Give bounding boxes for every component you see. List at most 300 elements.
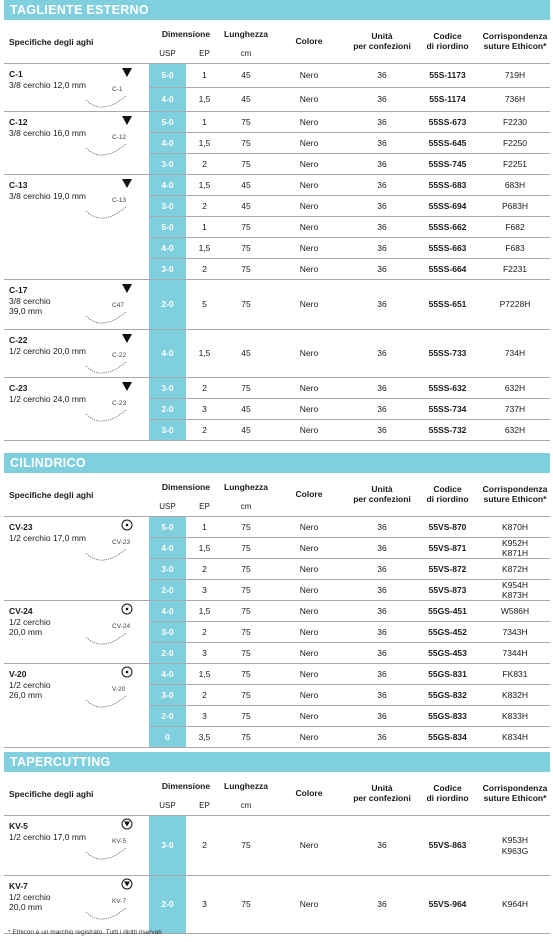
cell-code: 55GS-832 (428, 689, 467, 700)
table-row (149, 133, 550, 154)
needle-label: CV-23 (112, 539, 131, 546)
needle-description: 1/2 cerchio 24,0 mm (9, 394, 87, 404)
cell-len: 45 (241, 403, 251, 414)
needle-label: KV-7 (112, 898, 127, 905)
cell-ep: 3 (202, 647, 207, 658)
cell-code: 55GS-452 (428, 626, 467, 637)
cell-col: Nero (299, 137, 319, 148)
cell-code: 55SS-664 (428, 263, 467, 274)
header-colore: Colore (295, 489, 323, 499)
cell-col: Nero (299, 668, 319, 679)
cutting-needle-icon (82, 64, 142, 114)
cutting-needle-icon (82, 378, 142, 428)
cell-len: 75 (241, 899, 251, 910)
cell-code: 55VS-873 (428, 584, 467, 595)
needle-description: 1/2 cerchio (9, 680, 51, 690)
cell-unit: 36 (377, 647, 387, 658)
cell-ep: 1 (202, 221, 207, 232)
cell-ep: 1,5 (198, 668, 211, 679)
needle-group-c-22 (4, 330, 149, 378)
cell-unit: 36 (377, 158, 387, 169)
cell-corr: W586H (500, 605, 530, 616)
cutting-needle-icon (82, 280, 142, 330)
table-row (149, 378, 550, 399)
tapercut-needle-icon (82, 816, 142, 866)
cell-len: 75 (241, 521, 251, 532)
cell-code: 55GS-451 (428, 605, 467, 616)
cell-code: 55SS-632 (428, 382, 467, 393)
header-lunghezza: Lunghezza (224, 781, 268, 791)
needle-description: 20,0 mm (9, 627, 43, 637)
cell-unit: 36 (377, 179, 387, 190)
needle-name: C-22 (9, 335, 28, 345)
cell-usp: 4-0 (149, 88, 186, 111)
cell-code: 55SS-732 (428, 424, 467, 435)
needle-label: V-20 (112, 686, 126, 693)
cell-code: 55SS-683 (428, 179, 467, 190)
needle-label: C-1 (112, 86, 123, 93)
cell-code: 55SS-673 (428, 116, 467, 127)
needle-drawing (82, 280, 142, 335)
cell-corr: F682 (505, 221, 525, 232)
cell-len: 75 (241, 668, 251, 679)
cell-corr: F2251 (502, 158, 528, 169)
cell-len: 75 (241, 563, 251, 574)
table-row (149, 217, 550, 238)
cell-usp: 5-0 (149, 112, 186, 132)
table-row (149, 601, 550, 622)
cell-col: Nero (299, 242, 319, 253)
needle-description: 26,0 mm (9, 690, 43, 700)
cell-unit: 36 (377, 584, 387, 595)
cell-unit: 36 (377, 116, 387, 127)
cell-col: Nero (299, 689, 319, 700)
needle-name: CV-24 (9, 606, 33, 616)
table-row (149, 280, 550, 330)
needle-group-kv-5 (4, 816, 149, 876)
cell-unit: 36 (377, 563, 387, 574)
cell-col: Nero (299, 626, 319, 637)
needle-drawing (82, 378, 142, 433)
cell-corr: 7343H (502, 626, 528, 637)
header-corrispondenza: Corrispondenza (482, 31, 548, 41)
cell-corr: K833H (502, 710, 528, 721)
cell-unit: 36 (377, 242, 387, 253)
needle-name: V-20 (9, 669, 27, 679)
needle-description: 39,0 mm (9, 306, 43, 316)
cell-len: 45 (241, 348, 251, 359)
table-row (149, 154, 550, 175)
needle-label: C-13 (112, 197, 127, 204)
cell-len: 75 (241, 382, 251, 393)
cell-usp: 5-0 (149, 517, 186, 537)
cell-code: 55S-1174 (429, 94, 466, 105)
table-row (149, 88, 550, 112)
cell-corr: 632H (504, 424, 526, 435)
header-unita: Unità (371, 484, 393, 494)
cell-code: 55GS-833 (428, 710, 467, 721)
cell-ep: 2 (202, 382, 207, 393)
needle-drawing (82, 330, 142, 385)
tapercut-needle-icon (82, 876, 142, 926)
needle-group-cv-24 (4, 601, 149, 664)
cell-usp: 3-0 (149, 685, 186, 705)
cell-corr: K872H (502, 563, 528, 574)
needle-description: 3/8 cerchio (9, 296, 51, 306)
section-title: TAGLIENTE ESTERNO (4, 0, 550, 20)
cell-corr: 683H (504, 179, 526, 190)
needle-group-c-1 (4, 64, 149, 112)
cell-ep: 2 (202, 840, 207, 851)
needle-group-cv-23 (4, 517, 149, 601)
cell-corr: K834H (502, 731, 528, 742)
cell-corr: K832H (502, 689, 528, 700)
cell-code: 55SS-694 (428, 200, 467, 211)
cell-unit: 36 (377, 899, 387, 910)
cell-unit: 36 (377, 94, 387, 105)
cell-len: 45 (241, 179, 251, 190)
cell-len: 75 (241, 710, 251, 721)
cell-ep: 1,5 (198, 348, 211, 359)
cell-code: 55GS-831 (428, 668, 467, 679)
cell-ep: 5 (202, 299, 207, 310)
header-cm: cm (240, 502, 252, 511)
cell-corr: 734H (504, 348, 526, 359)
taper-point-needle-icon (82, 601, 142, 651)
needle-group-v-20 (4, 664, 149, 748)
cell-len: 75 (241, 605, 251, 616)
needle-name: KV-5 (9, 821, 28, 831)
cell-ep: 1 (202, 521, 207, 532)
cell-usp: 5-0 (149, 217, 186, 237)
cell-unit: 36 (377, 521, 387, 532)
cell-col: Nero (299, 221, 319, 232)
cutting-needle-icon (82, 175, 142, 225)
cell-ep: 3,5 (198, 731, 211, 742)
cell-unit: 36 (377, 348, 387, 359)
cell-corr: F2250 (502, 137, 528, 148)
section-title: CILINDRICO (4, 453, 550, 473)
taper-point-needle-icon (82, 517, 142, 567)
cell-usp: 2-0 (149, 280, 186, 329)
header-ep: EP (199, 801, 210, 810)
cell-ep: 1,5 (198, 542, 211, 553)
cell-usp: 4-0 (149, 538, 186, 558)
table-row (149, 706, 550, 727)
cell-code: 55GS-834 (428, 731, 467, 742)
cell-usp: 2-0 (149, 643, 186, 663)
table-row (149, 238, 550, 259)
cell-code: 55SS-745 (428, 158, 467, 169)
table-row (149, 580, 550, 601)
cell-code: 55VS-863 (428, 840, 467, 851)
header-unita: Unità (371, 783, 393, 793)
needle-drawing (82, 664, 142, 719)
cell-col: Nero (299, 647, 319, 658)
cell-usp: 3-0 (149, 622, 186, 642)
header-colore: Colore (295, 36, 323, 46)
product-table (4, 473, 550, 748)
cell-col: Nero (299, 542, 319, 553)
cell-col: Nero (299, 299, 319, 310)
table-row (149, 559, 550, 580)
cell-unit: 36 (377, 840, 387, 851)
cell-col: Nero (299, 200, 319, 211)
header-unita-sub: per confezioni (353, 41, 411, 51)
needle-name: CV-23 (9, 522, 33, 532)
cell-code: 55SS-733 (428, 348, 467, 359)
cell-code: 55GS-453 (428, 647, 467, 658)
cell-col: Nero (299, 605, 319, 616)
cell-col: Nero (299, 179, 319, 190)
cell-unit: 36 (377, 710, 387, 721)
cell-code: 55SS-662 (428, 221, 467, 232)
cell-ep: 2 (202, 626, 207, 637)
taper-point-needle-icon (82, 664, 142, 714)
table-row (149, 175, 550, 196)
cell-col: Nero (299, 158, 319, 169)
header-dimensione: Dimensione (161, 781, 211, 791)
cell-usp: 4-0 (149, 330, 186, 377)
cell-unit: 36 (377, 424, 387, 435)
cell-len: 75 (241, 221, 251, 232)
cell-unit: 36 (377, 263, 387, 274)
cell-usp: 4-0 (149, 238, 186, 258)
cell-corr: K964H (502, 899, 528, 910)
header-codice-sub: di riordino (426, 793, 469, 803)
cell-col: Nero (299, 521, 319, 532)
cell-unit: 36 (377, 299, 387, 310)
cell-col: Nero (299, 94, 319, 105)
cell-code: 55VS-872 (428, 563, 467, 574)
needle-description: 3/8 cerchio 12,0 mm (9, 80, 87, 90)
cell-col: Nero (299, 403, 319, 414)
needle-label: C-23 (112, 400, 127, 407)
cell-ep: 1,5 (198, 605, 211, 616)
needle-label: C-22 (112, 352, 127, 359)
cell-corr: K954H K873H (502, 579, 528, 600)
needle-group-c-12 (4, 112, 149, 175)
needle-drawing (82, 601, 142, 656)
table-row (149, 112, 550, 133)
cell-ep: 3 (202, 710, 207, 721)
cell-usp: 3-0 (149, 196, 186, 216)
header-lunghezza: Lunghezza (224, 29, 268, 39)
cell-usp: 4-0 (149, 664, 186, 684)
needle-drawing (82, 64, 142, 119)
cell-code: 55SS-645 (428, 137, 467, 148)
cell-len: 75 (241, 584, 251, 595)
section-title: TAPERCUTTING (4, 752, 550, 772)
table-row (149, 622, 550, 643)
cell-len: 75 (241, 689, 251, 700)
cell-ep: 1,5 (198, 94, 211, 105)
cell-usp: 3-0 (149, 154, 186, 174)
cell-code: 55SS-651 (428, 299, 467, 310)
table-header (4, 772, 550, 816)
needle-name: C-13 (9, 180, 28, 190)
cell-code: 55VS-871 (428, 542, 467, 553)
cell-len: 75 (241, 299, 251, 310)
needle-name: KV-7 (9, 881, 28, 891)
cell-col: Nero (299, 116, 319, 127)
header-specs: Specifiche degli aghi (9, 37, 94, 47)
needle-group-c-23 (4, 378, 149, 441)
cell-usp: 2-0 (149, 876, 186, 933)
needle-label: CV-24 (112, 623, 131, 630)
cell-corr: FK831 (502, 668, 528, 679)
cell-unit: 36 (377, 605, 387, 616)
cell-corr: P7228H (499, 299, 531, 310)
header-ep: EP (199, 49, 210, 58)
header-usp: USP (159, 49, 176, 58)
cell-code: 55VS-964 (428, 899, 467, 910)
cell-corr: 736H (504, 94, 526, 105)
cell-col: Nero (299, 710, 319, 721)
cell-usp: 0 (149, 727, 186, 747)
cell-usp: 4-0 (149, 175, 186, 195)
header-usp: USP (159, 502, 176, 511)
needle-label: KV-5 (112, 838, 127, 845)
cell-len: 75 (241, 647, 251, 658)
cell-unit: 36 (377, 137, 387, 148)
needle-drawing (82, 112, 142, 167)
header-cm: cm (240, 801, 252, 810)
cell-unit: 36 (377, 668, 387, 679)
table-row (149, 685, 550, 706)
needle-drawing (82, 876, 142, 931)
needle-drawing (82, 517, 142, 572)
cell-corr: F2230 (502, 116, 528, 127)
header-codice: Codice (433, 484, 462, 494)
cell-len: 75 (241, 242, 251, 253)
cell-corr: 737H (504, 403, 526, 414)
header-dimensione: Dimensione (161, 29, 211, 39)
cell-len: 45 (241, 70, 251, 81)
needle-name: C-1 (9, 69, 23, 79)
cell-col: Nero (299, 584, 319, 595)
needle-label: C47 (112, 302, 124, 309)
table-row (149, 259, 550, 280)
cell-ep: 1,5 (198, 242, 211, 253)
cell-corr: F2231 (502, 263, 528, 274)
header-specs: Specifiche degli aghi (9, 490, 94, 500)
cell-unit: 36 (377, 403, 387, 414)
header-unita-sub: per confezioni (353, 494, 411, 504)
cell-len: 75 (241, 116, 251, 127)
cell-usp: 3-0 (149, 559, 186, 579)
cell-unit: 36 (377, 200, 387, 211)
header-corrispondenza: Corrispondenza (482, 783, 548, 793)
cell-usp: 3-0 (149, 259, 186, 279)
product-table (4, 20, 550, 441)
needle-group-kv-7 (4, 876, 149, 934)
needle-description: 20,0 mm (9, 902, 43, 912)
needle-drawing (82, 816, 142, 871)
cell-usp: 3-0 (149, 816, 186, 875)
cell-code: 55S-1173 (429, 70, 466, 81)
cell-ep: 3 (202, 899, 207, 910)
cell-col: Nero (299, 731, 319, 742)
header-corrispondenza-sub: suture Ethicon* (483, 494, 547, 504)
cell-ep: 1,5 (198, 137, 211, 148)
cell-unit: 36 (377, 70, 387, 81)
table-row (149, 816, 550, 876)
needle-group-c-13 (4, 175, 149, 280)
header-corrispondenza-sub: suture Ethicon* (483, 41, 547, 51)
needle-description: 3/8 cerchio 16,0 mm (9, 128, 87, 138)
cutting-needle-icon (82, 112, 142, 162)
cell-len: 45 (241, 200, 251, 211)
table-row (149, 538, 550, 559)
header-codice: Codice (433, 783, 462, 793)
cell-usp: 4-0 (149, 601, 186, 621)
needle-description: 1/2 cerchio 17,0 mm (9, 832, 87, 842)
cell-len: 75 (241, 542, 251, 553)
header-dimensione: Dimensione (161, 482, 211, 492)
cell-unit: 36 (377, 382, 387, 393)
cutting-needle-icon (82, 330, 142, 380)
cell-len: 75 (241, 731, 251, 742)
cell-len: 45 (241, 94, 251, 105)
header-codice: Codice (433, 31, 462, 41)
cell-ep: 2 (202, 158, 207, 169)
header-cm: cm (240, 49, 252, 58)
cell-len: 75 (241, 158, 251, 169)
table-header (4, 473, 550, 517)
cell-ep: 1,5 (198, 179, 211, 190)
cell-col: Nero (299, 382, 319, 393)
cell-corr: K953H K963G (501, 835, 529, 856)
cell-usp: 2-0 (149, 706, 186, 726)
table-row (149, 664, 550, 685)
cell-unit: 36 (377, 731, 387, 742)
header-codice-sub: di riordino (426, 41, 469, 51)
table-row (149, 643, 550, 664)
cell-col: Nero (299, 263, 319, 274)
cell-len: 75 (241, 626, 251, 637)
cell-usp: 2-0 (149, 399, 186, 419)
cell-corr: K870H (502, 521, 528, 532)
cell-len: 75 (241, 840, 251, 851)
needle-name: C-17 (9, 285, 28, 295)
cell-usp: 5-0 (149, 64, 186, 87)
cell-ep: 3 (202, 584, 207, 595)
needle-description: 1/2 cerchio 17,0 mm (9, 533, 87, 543)
cell-ep: 1 (202, 70, 207, 81)
cell-unit: 36 (377, 626, 387, 637)
cell-corr: F683 (505, 242, 525, 253)
table-row (149, 330, 550, 378)
cell-code: 55VS-870 (428, 521, 467, 532)
header-corrispondenza-sub: suture Ethicon* (483, 793, 547, 803)
needle-label: C-12 (112, 134, 127, 141)
needle-description: 3/8 cerchio 19,0 mm (9, 191, 87, 201)
cell-unit: 36 (377, 689, 387, 700)
cell-usp: 3-0 (149, 378, 186, 398)
cell-ep: 2 (202, 689, 207, 700)
cell-col: Nero (299, 70, 319, 81)
header-unita-sub: per confezioni (353, 793, 411, 803)
cell-code: 55SS-663 (428, 242, 467, 253)
table-header (4, 20, 550, 64)
cell-ep: 2 (202, 200, 207, 211)
table-row (149, 727, 550, 748)
cell-ep: 3 (202, 403, 207, 414)
cell-corr: 719H (504, 70, 526, 81)
cell-corr: K952H K871H (502, 537, 528, 558)
header-lunghezza: Lunghezza (224, 482, 268, 492)
